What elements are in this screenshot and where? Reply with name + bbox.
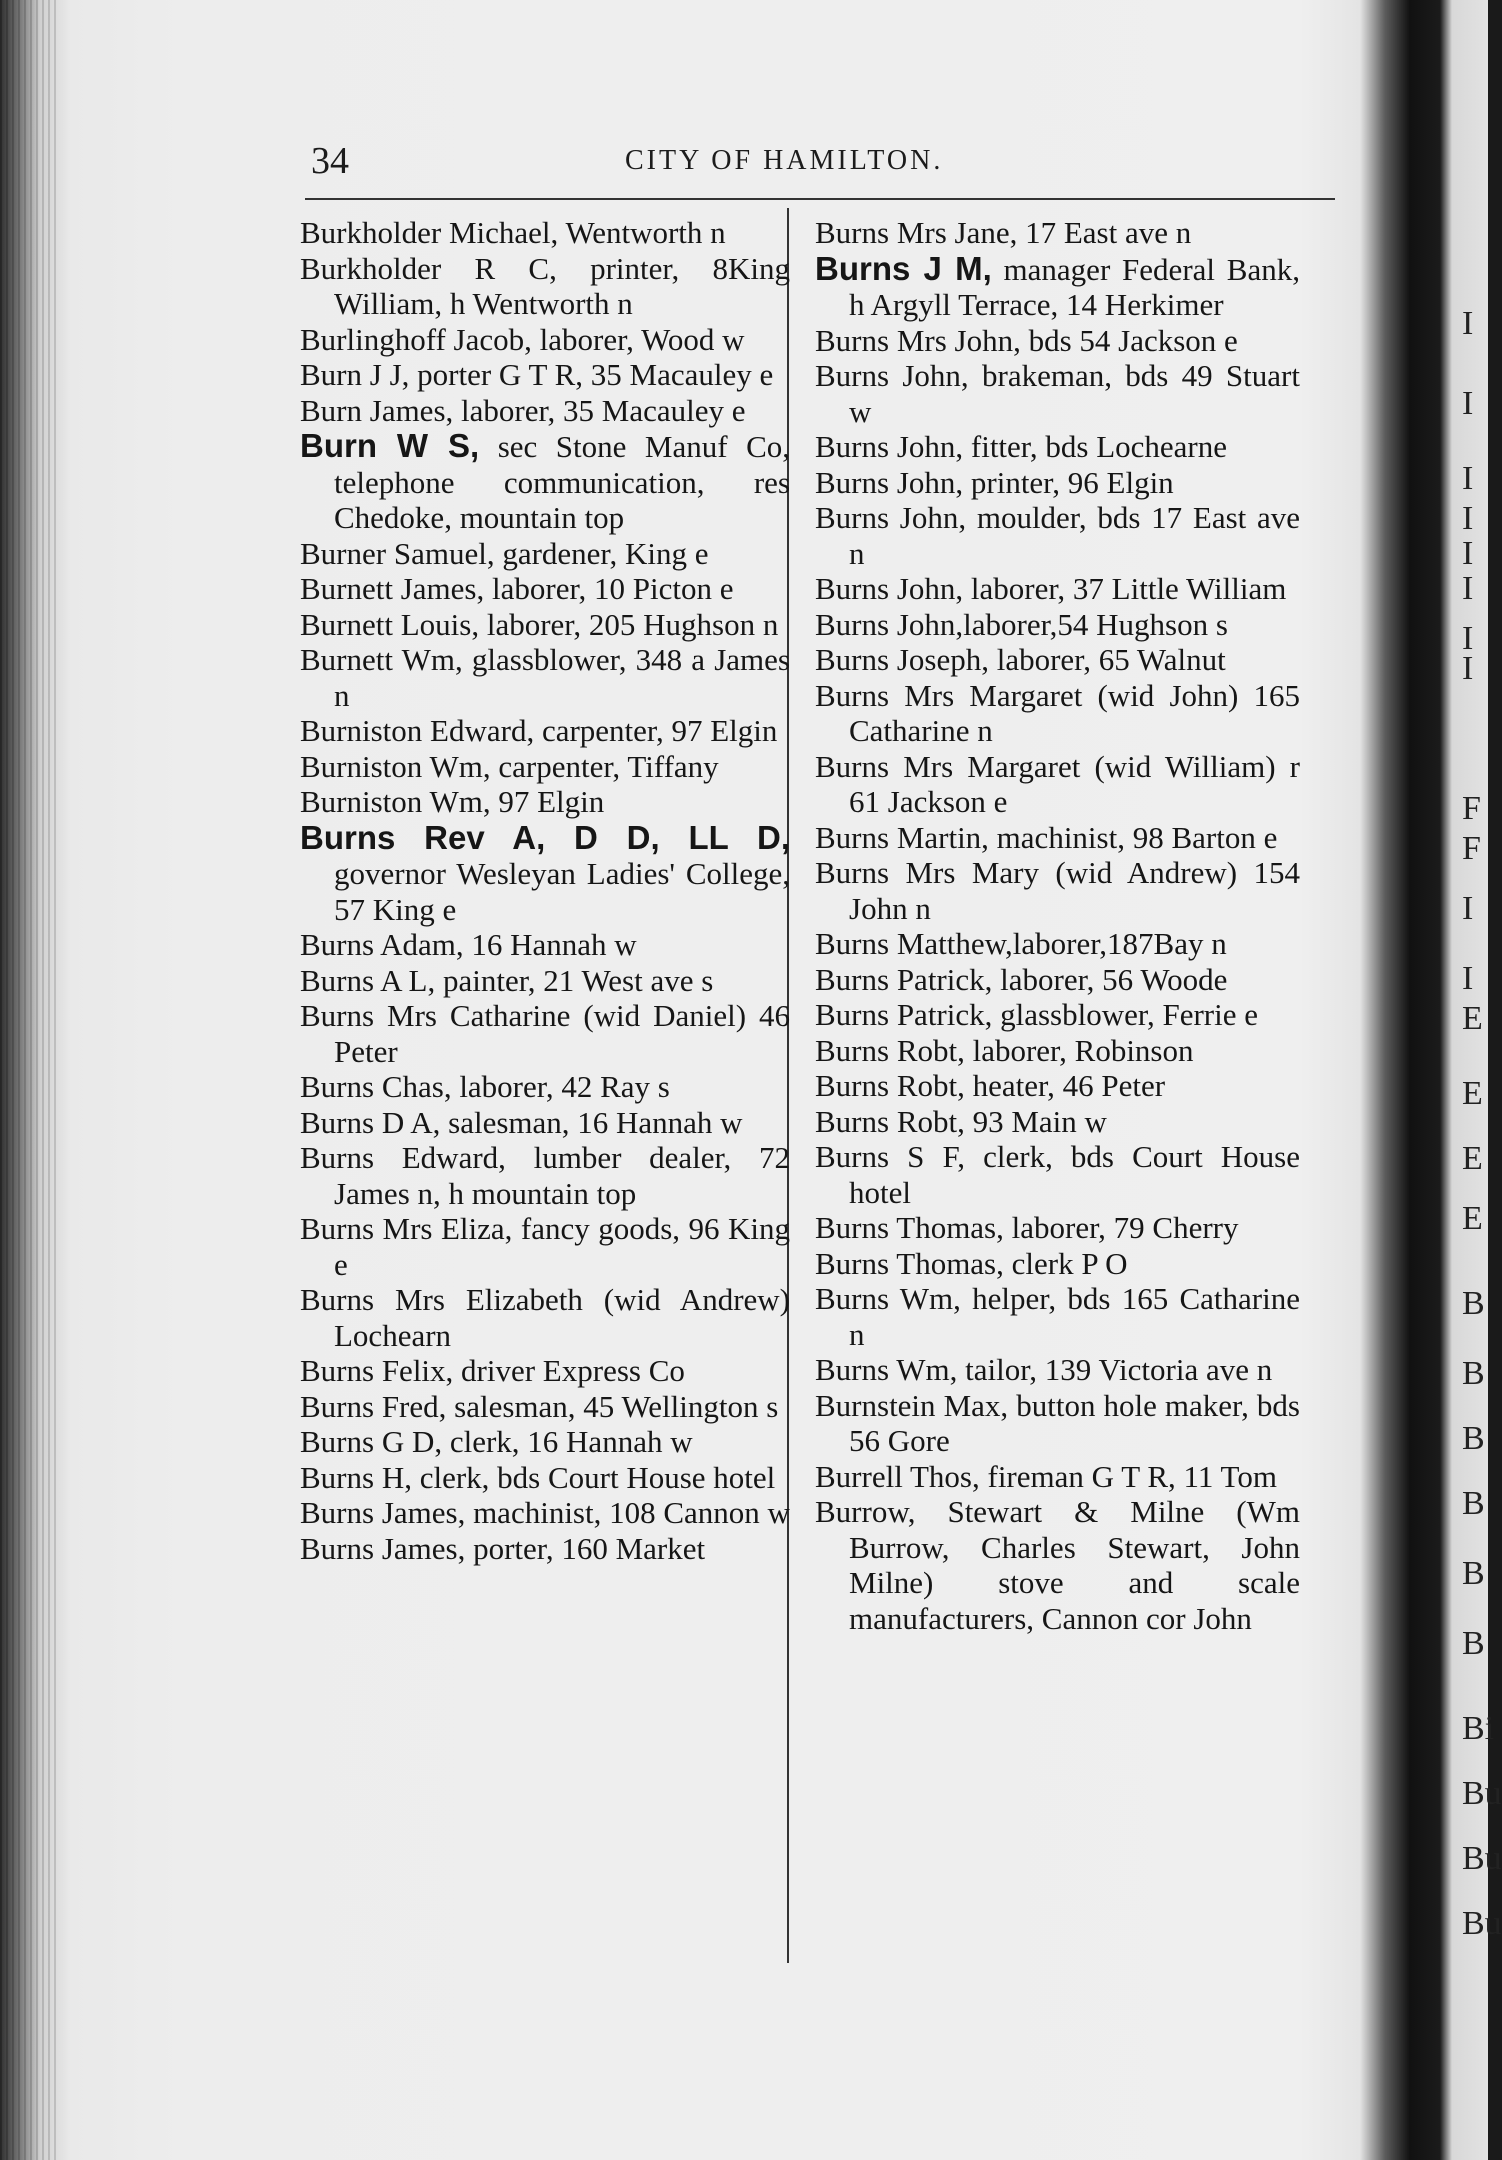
entry-text: Burns Mrs Eliza, fancy goods, 96 King e xyxy=(300,1211,790,1282)
entry-text: Burns John, laborer, 37 Little William xyxy=(815,571,1287,606)
entry-text: Burns John, fitter, bds Lochearne xyxy=(815,429,1227,464)
entry-text: Burns Mrs Margaret (wid John) 165 Catharine n xyxy=(815,677,1300,748)
entry-text: Burns Robt, heater, 46 Peter xyxy=(815,1068,1166,1103)
entry-text: Burns Chas, laborer, 42 Ray s xyxy=(300,1069,670,1104)
entry-text: Burns Wm, tailor, 139 Victoria ave n xyxy=(815,1352,1273,1387)
directory-entry xyxy=(815,962,1300,998)
directory-entry xyxy=(815,1388,1300,1459)
entry-text: Burlinghoff Jacob, laborer, Wood w xyxy=(300,321,745,357)
entry-text: Burnstein Max, button hole maker, bds 56 Gore xyxy=(815,1387,1300,1458)
directory-entry xyxy=(815,571,1300,607)
directory-entry xyxy=(815,997,1300,1033)
entry-text: Burns S F, clerk, bds Court House hotel xyxy=(815,1139,1300,1210)
entry-text: Burns Matthew,laborer,187Bay n xyxy=(815,926,1227,961)
directory-entry xyxy=(815,358,1300,429)
entry-text: Burns D A, salesman, 16 Hannah w xyxy=(300,1104,743,1140)
directory-entry xyxy=(815,607,1300,643)
directory-entry xyxy=(300,393,790,429)
entry-text: Burnett James, laborer, 10 Picton e xyxy=(300,571,734,606)
entry-text: Burns Mrs Catharine (wid Daniel) 46 Peter xyxy=(300,998,790,1069)
directory-entry xyxy=(300,1105,790,1141)
directory-entry xyxy=(815,749,1300,820)
directory-entry xyxy=(815,1494,1300,1636)
facing-page-letter: B xyxy=(1462,1285,1485,1322)
left-column xyxy=(300,215,790,1566)
entry-text: Burnett Louis, laborer, 205 Hughson n xyxy=(300,606,779,642)
entry-text: Burns Thomas, laborer, 79 Cherry xyxy=(815,1210,1239,1245)
facing-page-letter: Bu xyxy=(1462,1905,1502,1942)
entry-text: Burns John, moulder, bds 17 East ave n xyxy=(815,500,1300,571)
entry-text: Burns James, porter, 160 Market xyxy=(300,1530,706,1566)
page-title: CITY OF HAMILTON. xyxy=(625,145,944,176)
directory-entry xyxy=(300,820,790,928)
directory-entry xyxy=(300,357,790,393)
entry-text: Burns H, clerk, bds Court House hotel xyxy=(300,1459,776,1495)
directory-entry xyxy=(815,1281,1300,1352)
entry-text: Burns Patrick, laborer, 56 Woode xyxy=(815,961,1228,997)
directory-entry xyxy=(300,536,790,572)
entry-text: Burns Martin, machinist, 98 Barton e xyxy=(815,819,1278,855)
facing-page-letter: B xyxy=(1462,1485,1485,1522)
entry-text: Burn James, laborer, 35 Macauley e xyxy=(300,392,746,428)
page-number: 34 xyxy=(311,140,349,182)
directory-entry xyxy=(815,1246,1300,1282)
entry-text: Burns Robt, laborer, Robinson xyxy=(815,1032,1194,1068)
directory-entry xyxy=(300,1140,790,1211)
directory-entry xyxy=(815,1210,1300,1246)
entry-text: Burkholder Michael, Wentworth n xyxy=(300,215,726,250)
entry-text: Burns Joseph, laborer, 65 Walnut xyxy=(815,642,1226,677)
facing-page-letter: I xyxy=(1462,620,1474,657)
directory-entry xyxy=(815,215,1300,251)
entry-text: Burrow, Stewart & Milne (Wm Burrow, Charles Stewart, John Milne) stove and scale manufacturers, Cannon cor John xyxy=(815,1494,1300,1636)
directory-entry xyxy=(815,926,1300,962)
entry-text: Burns G D, clerk, 16 Hannah w xyxy=(300,1424,693,1459)
directory-entry xyxy=(300,784,790,820)
directory-entry xyxy=(815,855,1300,926)
running-head xyxy=(305,135,1355,185)
directory-entry xyxy=(300,1531,790,1567)
entry-name-bold: Burn W S, xyxy=(300,427,480,464)
facing-page-letter: I xyxy=(1462,650,1474,687)
directory-entry xyxy=(300,1495,790,1531)
entry-text: Burns Wm, helper, bds 165 Catharine n xyxy=(815,1281,1300,1352)
entry-text: Burns Adam, 16 Hannah w xyxy=(300,927,637,962)
facing-page-letter: B xyxy=(1462,1420,1485,1457)
directory-entry xyxy=(815,1459,1300,1495)
entry-text: Burns Mrs Mary (wid Andrew) 154 John n xyxy=(815,855,1300,926)
entry-text: Burns John,laborer,54 Hughson s xyxy=(815,606,1228,642)
directory-entry xyxy=(815,820,1300,856)
entry-text: Burner Samuel, gardener, King e xyxy=(300,535,709,571)
entry-text: Burns Patrick, glassblower, Ferrie e xyxy=(815,997,1258,1032)
entry-text: Burniston Edward, carpenter, 97 Elgin xyxy=(300,713,778,748)
entry-text: Burniston Wm, carpenter, Tiffany xyxy=(300,748,719,784)
facing-page-letter: E xyxy=(1462,1140,1483,1177)
directory-entry xyxy=(300,571,790,607)
entry-name-bold: Burns J M, xyxy=(815,249,992,287)
directory-entry xyxy=(300,1460,790,1496)
directory-entry xyxy=(815,1068,1300,1104)
facing-page-letter: I xyxy=(1462,460,1474,497)
header-rule xyxy=(305,198,1335,200)
entry-text: Burns James, machinist, 108 Cannon w xyxy=(300,1495,790,1530)
facing-page-letter: B xyxy=(1462,1625,1485,1662)
directory-entry xyxy=(300,1282,790,1353)
directory-entry xyxy=(815,465,1300,501)
directory-entry xyxy=(300,215,790,251)
directory-entry xyxy=(815,1033,1300,1069)
entry-text: Burns Felix, driver Express Co xyxy=(300,1353,685,1388)
entry-text: Burns Mrs Margaret (wid William) r 61 Jackson e xyxy=(815,748,1300,819)
facing-page-letter: Bu xyxy=(1462,1775,1502,1812)
facing-page-letter: Bi xyxy=(1462,1710,1495,1747)
directory-entry xyxy=(815,1352,1300,1388)
directory-entry xyxy=(300,713,790,749)
directory-entry xyxy=(300,1353,790,1389)
directory-entry xyxy=(815,251,1300,323)
directory-entry xyxy=(300,927,790,963)
entry-text: governor Wesleyan Ladies' College, 57 King e xyxy=(334,856,790,927)
facing-page-letter: E xyxy=(1462,1200,1483,1237)
entry-text: Burkholder R C, printer, 8King William, h Wentworth n xyxy=(300,250,790,321)
entry-text: Burns Edward, lumber dealer, 72 James n, h mountain top xyxy=(300,1140,790,1211)
entry-text: Burns Fred, salesman, 45 Wellington s xyxy=(300,1388,779,1424)
entry-text: Burns Mrs Elizabeth (wid Andrew) Lochearn xyxy=(300,1282,790,1353)
directory-entry xyxy=(300,1389,790,1425)
directory-entry xyxy=(300,1424,790,1460)
entry-text: Burns John, brakeman, bds 49 Stuart w xyxy=(815,358,1300,429)
facing-page-letter: F xyxy=(1462,790,1481,827)
directory-entry xyxy=(300,607,790,643)
entry-text: sec Stone Manuf Co, telephone communication, res Chedoke, mountain top xyxy=(334,429,790,535)
directory-entry xyxy=(300,251,790,322)
directory-entry xyxy=(300,1069,790,1105)
facing-page-letter: I xyxy=(1462,385,1474,422)
directory-entry xyxy=(300,1211,790,1282)
directory-entry xyxy=(815,500,1300,571)
facing-page-letter: Bu xyxy=(1462,1840,1502,1877)
directory-entry xyxy=(300,963,790,999)
facing-page-letter: I xyxy=(1462,535,1474,572)
entry-text: Burns A L, painter, 21 West ave s xyxy=(300,962,714,998)
entry-text: manager Federal Bank, h Argyll Terrace, 14 Herkimer xyxy=(849,251,1300,322)
directory-entry xyxy=(300,998,790,1069)
directory-entry xyxy=(815,642,1300,678)
right-column xyxy=(815,215,1300,1636)
entry-text: Burns Mrs John, bds 54 Jackson e xyxy=(815,322,1238,358)
facing-page-letter: I xyxy=(1462,960,1474,997)
directory-entry xyxy=(815,678,1300,749)
entry-text: Burns Robt, 93 Main w xyxy=(815,1103,1107,1139)
directory-entry xyxy=(300,642,790,713)
entry-text: Burns Mrs Jane, 17 East ave n xyxy=(815,215,1192,250)
directory-entry xyxy=(815,429,1300,465)
entry-text: Burn J J, porter G T R, 35 Macauley e xyxy=(300,357,774,392)
facing-page-letter: I xyxy=(1462,570,1474,607)
directory-entry xyxy=(300,749,790,785)
facing-page-letter: E xyxy=(1462,1075,1483,1112)
facing-page-fragment xyxy=(1452,0,1502,2160)
entry-text: Burns Thomas, clerk P O xyxy=(815,1245,1128,1281)
facing-page-letter: I xyxy=(1462,890,1474,927)
directory-entry xyxy=(300,428,790,536)
entry-name-bold: Burns Rev A, D D, LL D, xyxy=(300,818,790,856)
entry-text: Burnett Wm, glassblower, 348 a James n xyxy=(300,642,790,713)
facing-page-letter: B xyxy=(1462,1355,1485,1392)
facing-page-letter: I xyxy=(1462,500,1474,537)
entry-text: Burrell Thos, fireman G T R, 11 Tom xyxy=(815,1458,1277,1494)
entry-text: Burns John, printer, 96 Elgin xyxy=(815,464,1174,500)
facing-page-letter: E xyxy=(1462,1000,1483,1037)
directory-entry xyxy=(815,1139,1300,1210)
directory-entry xyxy=(815,1104,1300,1140)
facing-page-letter: I xyxy=(1462,305,1474,342)
directory-entry xyxy=(300,322,790,358)
facing-page-letter: F xyxy=(1462,830,1481,867)
directory-entry xyxy=(815,323,1300,359)
entry-text: Burniston Wm, 97 Elgin xyxy=(300,784,605,819)
book-binding-edge xyxy=(0,0,60,2160)
facing-page-letter: B xyxy=(1462,1555,1485,1592)
